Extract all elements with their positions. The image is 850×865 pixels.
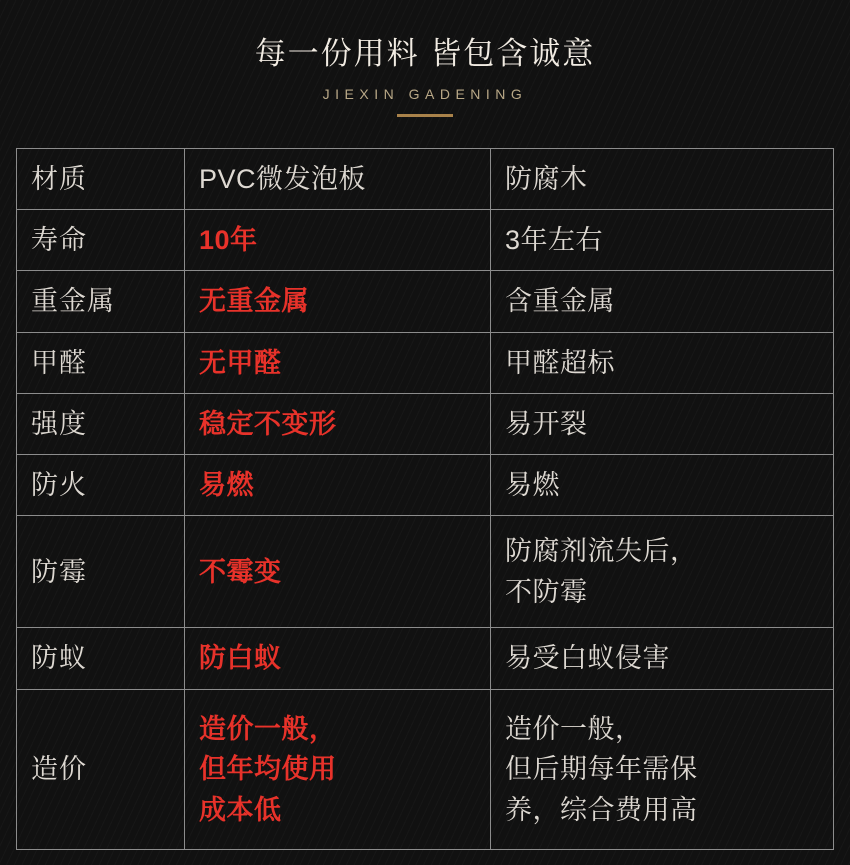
row-label-text: 造价 [31,754,87,784]
row-label-text: 防蚁 [31,643,87,674]
row-label-cell [17,332,185,393]
row-label-cell [17,393,185,454]
pvc-value-cell [185,628,491,689]
wood-value-line: 不防霉 [505,576,588,607]
pvc-value-cell [185,149,491,210]
table-row [17,689,834,849]
pvc-value-cell [185,455,491,516]
row-label-cell [17,149,185,210]
table-row [17,393,834,454]
wood-value-cell [491,149,834,210]
row-label-text: 强度 [31,408,87,439]
pvc-value-line: 无重金属 [199,286,309,317]
wood-value-line: 养，综合费用高 [505,794,698,825]
row-label-text: 重金属 [31,286,115,317]
row-label-text: 寿命 [31,225,87,256]
pvc-value-line: 成本低 [199,794,282,825]
wood-value-line: 甲醛超标 [505,347,615,378]
table-row [17,455,834,516]
comparison-table-container [16,148,834,850]
header [0,0,850,140]
table-row [17,628,834,689]
pvc-value-line: PVC微发泡板 [199,163,367,194]
comparison-table [16,148,834,850]
wood-value-cell [491,332,834,393]
wood-value-cell [491,271,834,332]
pvc-value-line: 10年 [199,225,258,256]
pvc-value-cell [185,393,491,454]
pvc-value-line: 稳定不变形 [199,408,337,439]
row-label-cell [17,689,185,849]
table-row [17,271,834,332]
row-label-cell [17,210,185,271]
row-label-text: 甲醛 [31,347,87,378]
row-label-cell [17,271,185,332]
brand-subtitle: JIEXIN GADENING [322,86,528,103]
row-label-text: 材质 [31,163,87,194]
table-row [17,149,834,210]
row-label-cell [17,516,185,628]
wood-value-cell [491,393,834,454]
row-label-cell [17,455,185,516]
wood-value-cell [491,689,834,849]
wood-value-line: 防腐木 [505,163,588,194]
pvc-value-line: 易燃 [199,469,254,500]
wood-value-line: 易燃 [505,469,560,500]
wood-value-cell [491,516,834,628]
pvc-value-line: 无甲醛 [199,347,282,378]
pvc-value-line: 防白蚁 [199,643,282,674]
wood-value-cell [491,628,834,689]
wood-value-line: 造价一般， [505,713,643,744]
wood-value-line: 易开裂 [505,408,588,439]
page-title: 每一份用料 皆包含诚意 [254,35,596,71]
pvc-value-cell [185,332,491,393]
pvc-value-line: 造价一般， [199,713,337,744]
wood-value-line: 但后期每年需保 [505,754,698,784]
pvc-value-cell [185,689,491,849]
wood-value-cell [491,455,834,516]
table-row [17,332,834,393]
pvc-value-cell [185,516,491,628]
wood-value-line: 防腐剂流失后， [505,536,698,567]
row-label-text: 防霉 [31,556,87,587]
header-divider [397,114,453,117]
pvc-value-cell [185,210,491,271]
table-row [17,516,834,628]
pvc-value-line: 不霉变 [199,556,282,587]
wood-value-cell [491,210,834,271]
wood-value-line: 含重金属 [505,286,615,317]
row-label-cell [17,628,185,689]
row-label-text: 防火 [31,469,87,500]
wood-value-line: 3年左右 [505,225,604,256]
wood-value-line: 易受白蚁侵害 [505,643,670,674]
pvc-value-cell [185,271,491,332]
pvc-value-line: 但年均使用 [199,754,337,784]
table-row [17,210,834,271]
